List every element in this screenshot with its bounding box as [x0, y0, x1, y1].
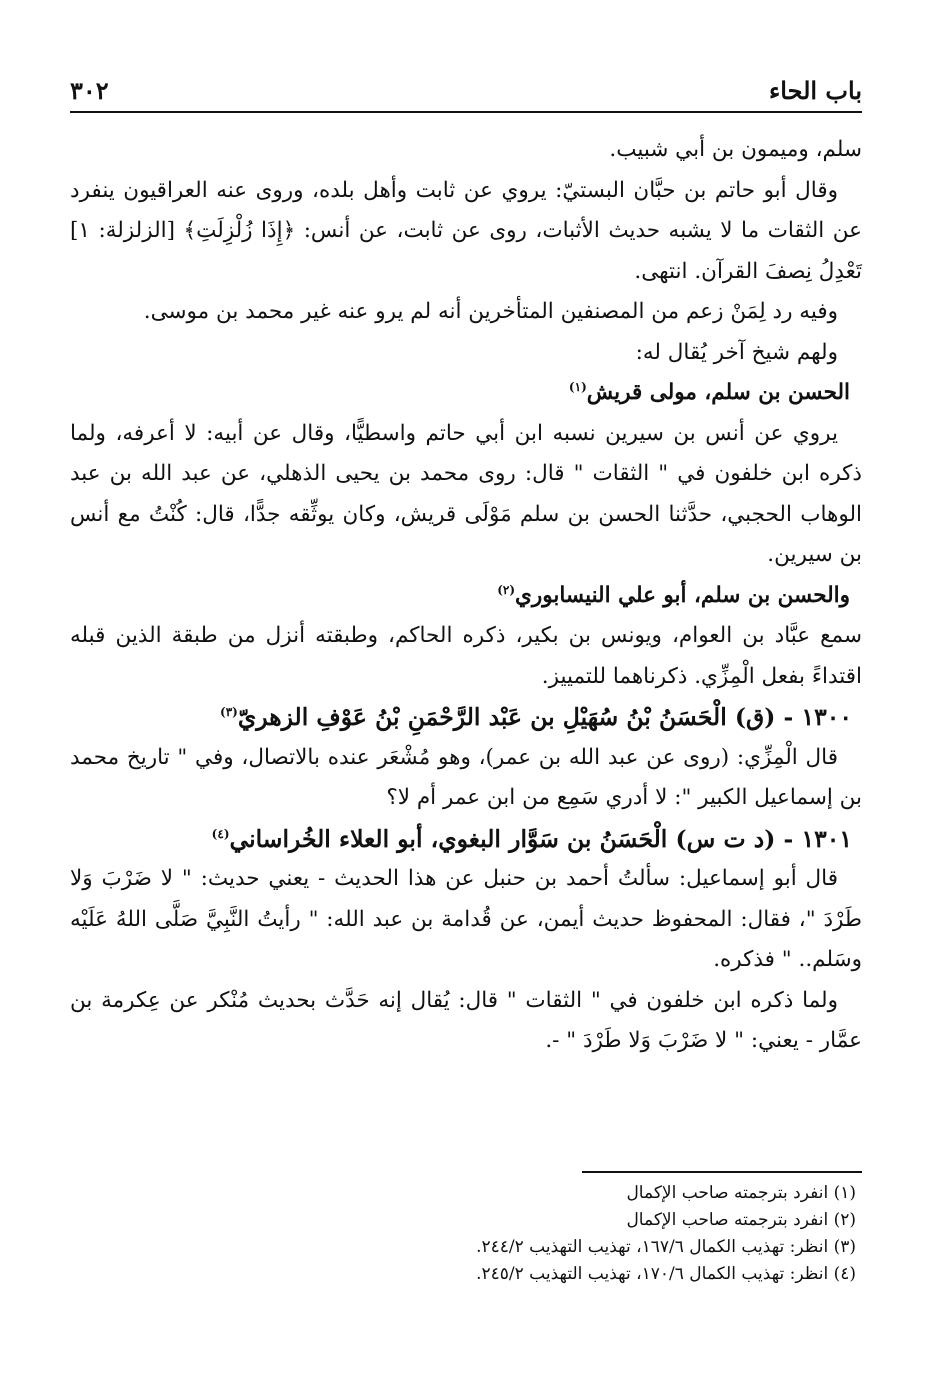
main-text: [70, 130, 862, 1062]
paragraph: ولهم شيخ آخر يُقال له:: [635, 339, 838, 365]
entry-heading-text: ١٣٠٠ - (ق) الْحَسَنُ بْنُ سُهَيْلِ بن عَبْد الرَّحْمَنِ بْنُ عَوْفِ الزهريّ: [237, 703, 852, 731]
paragraph: وفيه رد لِمَنْ زعم من المصنفين المتأخرين أنه لم يرو عنه غير محمد بن موسى.: [143, 299, 838, 324]
header-rule: [70, 111, 862, 113]
entry-heading-text: ١٣٠١ - (د ت س) الْحَسَنُ بن سَوَّار البغوي، أبو العلاء الخُراساني: [229, 824, 852, 853]
paragraph: ولما ذكره ابن خلفون في " الثقات " قال: يُقال إنه حَدَّث بحديث مُنْكر عن عِكرمة بن عمَّار - يعني: " لا ضَرْبَ وَلا طَرْدَ " -.: [70, 987, 862, 1053]
footnote: (٤) انظر: تهذيب الكمال ١٧٠/٦، تهذيب التهذيب ٢٤٥/٢.: [476, 1264, 856, 1284]
footnote-rule: [582, 1171, 862, 1173]
page-number: ٣٠٢: [70, 75, 109, 105]
footnotes: [70, 1180, 862, 1288]
footnote: (٢) انفرد بترجمته صاحب الإكمال: [626, 1210, 856, 1230]
entry-heading-text: الحسن بن سلم، مولى قريش: [586, 380, 850, 405]
paragraph: يروي عن أنس بن سيرين نسبه ابن أبي حاتم واسطيًّا، وقال عن أبيه: لا أعرفه، ولما ذكره ابن خلفون في " الثقات " قال: روى محمد بن يحيى الذهلي، عن عبد الله بن عبد الوهاب الحجبي، حدَّثنا الحسن بن سلم مَوْلَى قريش، وكان يوثِّقه جدًّا، قال: كُنْتُ مع أنس بن سيرين.: [70, 420, 862, 567]
footnote-ref: (٣): [220, 705, 238, 720]
paragraph: سمع عبَّاد بن العوام، ويونس بن بكير، ذكره الحاكم، وطبقته أنزل من طبقة الذين قبله اقتداءً بفعل الْمِزِّي. ذكرناهما للتمييز.: [70, 623, 862, 689]
paragraph: قال أبو إسماعيل: سألتُ أحمد بن حنبل عن هذا الحديث - يعني حديث: " لا ضَرْبَ وَلا طَرْدَ "، فقال: المحفوظ حديث أيمن، عن قُدامة بن عبد الله: " رأيتُ النَّبِيَّ صَلَّى اللهُ عَلَيْه وسَلم.. " فذكره.: [70, 866, 862, 972]
footnote-ref: (٤): [211, 826, 230, 841]
footnote: (١) انفرد بترجمته صاحب الإكمال: [626, 1183, 856, 1203]
paragraph: وقال أبو حاتم بن حبَّان البستيّ: يروي عن ثابت وأهل بلده، وروى عنه العراقيون ينفرد عن الثقات ما لا يشبه حديث الأثبات، روى عن ثابت، عن أنس: ﴿إِذَا زُلْزِلَتِ﴾ [الزلزلة: ١] تَعْدِلُ نِصفَ القرآن. انتهى.: [70, 177, 862, 284]
entry-heading: [70, 819, 862, 860]
entry-heading-text: والحسن بن سلم، أبو علي النيسابوري: [515, 582, 850, 608]
entry-heading: [70, 697, 862, 738]
footnote-ref: (٢): [497, 582, 516, 597]
entry-heading: [70, 373, 862, 414]
paragraph: سلم، وميمون بن أبي شبيب.: [609, 137, 862, 162]
running-header: [70, 70, 862, 110]
book-page: [70, 60, 862, 1350]
entry-heading: [70, 576, 862, 617]
paragraph: قال الْمِزِّي: (روى عن عبد الله بن عمر)، وهو مُشْعَر عنده بالاتصال، وفي " تاريخ محمد بن إسماعيل الكبير ": لا أدري سَمِع من ابن عمر أم لا؟: [70, 744, 862, 810]
footnote-ref: (١): [568, 379, 587, 394]
footnote: (٣) انظر: تهذيب الكمال ١٦٧/٦، تهذيب التهذيب ٢٤٤/٢.: [476, 1237, 856, 1257]
chapter-title: باب الحاء: [768, 75, 862, 105]
